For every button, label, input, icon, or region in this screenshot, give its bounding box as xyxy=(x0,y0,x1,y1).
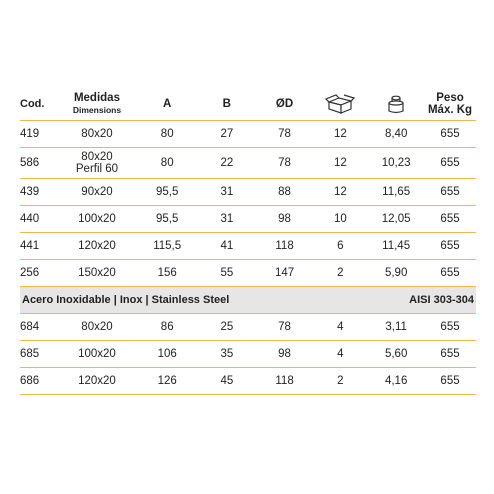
cell-b: 27 xyxy=(220,128,234,140)
cell-stack: 10,23 xyxy=(381,157,411,169)
cell-weight: 655 xyxy=(440,267,460,279)
cell-d: 98 xyxy=(278,348,291,360)
cell-code: 439 xyxy=(20,186,40,198)
material-label: Acero Inoxidable | Inox | Stainless Steel xyxy=(22,294,230,306)
cell-a: 156 xyxy=(157,267,177,279)
material-section-header xyxy=(20,287,476,314)
cell-b: 41 xyxy=(220,240,234,252)
cell-box: 2 xyxy=(337,375,344,387)
cell-code: 686 xyxy=(20,375,40,387)
table-row xyxy=(20,314,476,341)
table-row xyxy=(20,148,476,179)
cell-b: 31 xyxy=(220,186,234,198)
cell-stack: 5,60 xyxy=(384,348,408,360)
cell-d: 147 xyxy=(274,267,295,279)
table-row xyxy=(20,368,476,395)
cell-a: 80 xyxy=(160,157,174,169)
cell-a: 95,5 xyxy=(156,213,179,225)
header-size xyxy=(57,92,138,116)
cell-size: 80x20 xyxy=(81,128,113,140)
cell-box: 12 xyxy=(333,186,347,198)
header-size-label: Medidas xyxy=(73,92,120,104)
cell-d: 98 xyxy=(278,213,291,225)
cell-size: 150x20 xyxy=(78,267,116,279)
material-grade: AISI 303-304 xyxy=(409,294,474,306)
cell-d: 78 xyxy=(278,128,291,140)
cell-code: 419 xyxy=(20,128,40,140)
cell-a: 106 xyxy=(157,348,177,360)
cell-a: 80 xyxy=(160,128,174,140)
cell-d: 118 xyxy=(275,240,294,252)
cell-stack: 8,40 xyxy=(384,128,408,140)
cell-b: 45 xyxy=(220,375,234,387)
header-weight-line2: Máx. Kg xyxy=(427,104,473,116)
cell-size-line2: Perfil 60 xyxy=(75,163,119,175)
cell-a: 126 xyxy=(157,375,177,387)
cell-weight: 655 xyxy=(440,321,460,333)
cell-code: 441 xyxy=(20,240,40,252)
cell-code: 685 xyxy=(20,348,40,360)
cell-size: 80x20 xyxy=(81,321,113,333)
cell-d: 118 xyxy=(275,375,294,387)
cell-size: 120x20 xyxy=(78,375,116,387)
cell-d: 88 xyxy=(278,186,291,198)
cell-code: 440 xyxy=(20,213,40,225)
header-a: A xyxy=(163,98,172,110)
product-table xyxy=(20,88,476,395)
cell-weight: 655 xyxy=(440,348,460,360)
cell-box: 10 xyxy=(333,213,347,225)
cell-size: 100x20 xyxy=(78,213,116,225)
table-row xyxy=(20,233,476,260)
table-row xyxy=(20,121,476,148)
cell-box: 6 xyxy=(337,240,344,252)
cell-size: 120x20 xyxy=(78,240,116,252)
box-icon xyxy=(312,94,368,114)
cell-weight: 655 xyxy=(440,157,460,169)
cell-b: 31 xyxy=(220,213,234,225)
cell-code: 586 xyxy=(20,157,40,169)
cell-stack: 12,05 xyxy=(381,213,411,225)
cell-size-line1: 80x20 xyxy=(81,151,113,163)
cell-b: 25 xyxy=(220,321,234,333)
cell-d: 78 xyxy=(278,157,291,169)
cell-stack: 4,16 xyxy=(384,375,408,387)
header-d: ØD xyxy=(275,98,294,110)
cell-box: 12 xyxy=(333,157,347,169)
cell-weight: 655 xyxy=(440,240,460,252)
table-row xyxy=(20,260,476,287)
table-row xyxy=(20,206,476,233)
cell-weight: 655 xyxy=(440,128,460,140)
cell-stack: 5,90 xyxy=(384,267,408,279)
cell-b: 55 xyxy=(220,267,234,279)
cell-size: 100x20 xyxy=(78,348,116,360)
cell-code: 256 xyxy=(20,267,40,279)
cell-box: 4 xyxy=(337,348,344,360)
header-code: Cod. xyxy=(20,98,45,110)
cell-b: 22 xyxy=(220,157,234,169)
cell-weight: 655 xyxy=(440,375,460,387)
cell-d: 78 xyxy=(278,321,291,333)
cell-stack: 3,11 xyxy=(385,321,407,333)
header-size-sub: Dimensions xyxy=(72,105,122,115)
table-row xyxy=(20,341,476,368)
stack-icon xyxy=(368,94,424,114)
header-weight-line1: Peso xyxy=(436,92,464,104)
cell-size xyxy=(57,151,138,175)
cell-a: 86 xyxy=(160,321,174,333)
cell-b: 35 xyxy=(220,348,234,360)
cell-stack: 11,45 xyxy=(382,240,411,252)
cell-a: 115,5 xyxy=(153,240,182,252)
header-b: B xyxy=(222,98,231,110)
cell-a: 95,5 xyxy=(156,186,179,198)
table-row xyxy=(20,179,476,206)
cell-weight: 655 xyxy=(440,213,460,225)
cell-code: 684 xyxy=(20,321,40,333)
header-weight xyxy=(424,92,476,116)
cell-stack: 11,65 xyxy=(382,186,411,198)
cell-box: 4 xyxy=(337,321,344,333)
table-header xyxy=(20,88,476,121)
cell-box: 12 xyxy=(333,128,347,140)
cell-size: 90x20 xyxy=(81,186,113,198)
cell-weight: 655 xyxy=(440,186,460,198)
cell-box: 2 xyxy=(337,267,344,279)
